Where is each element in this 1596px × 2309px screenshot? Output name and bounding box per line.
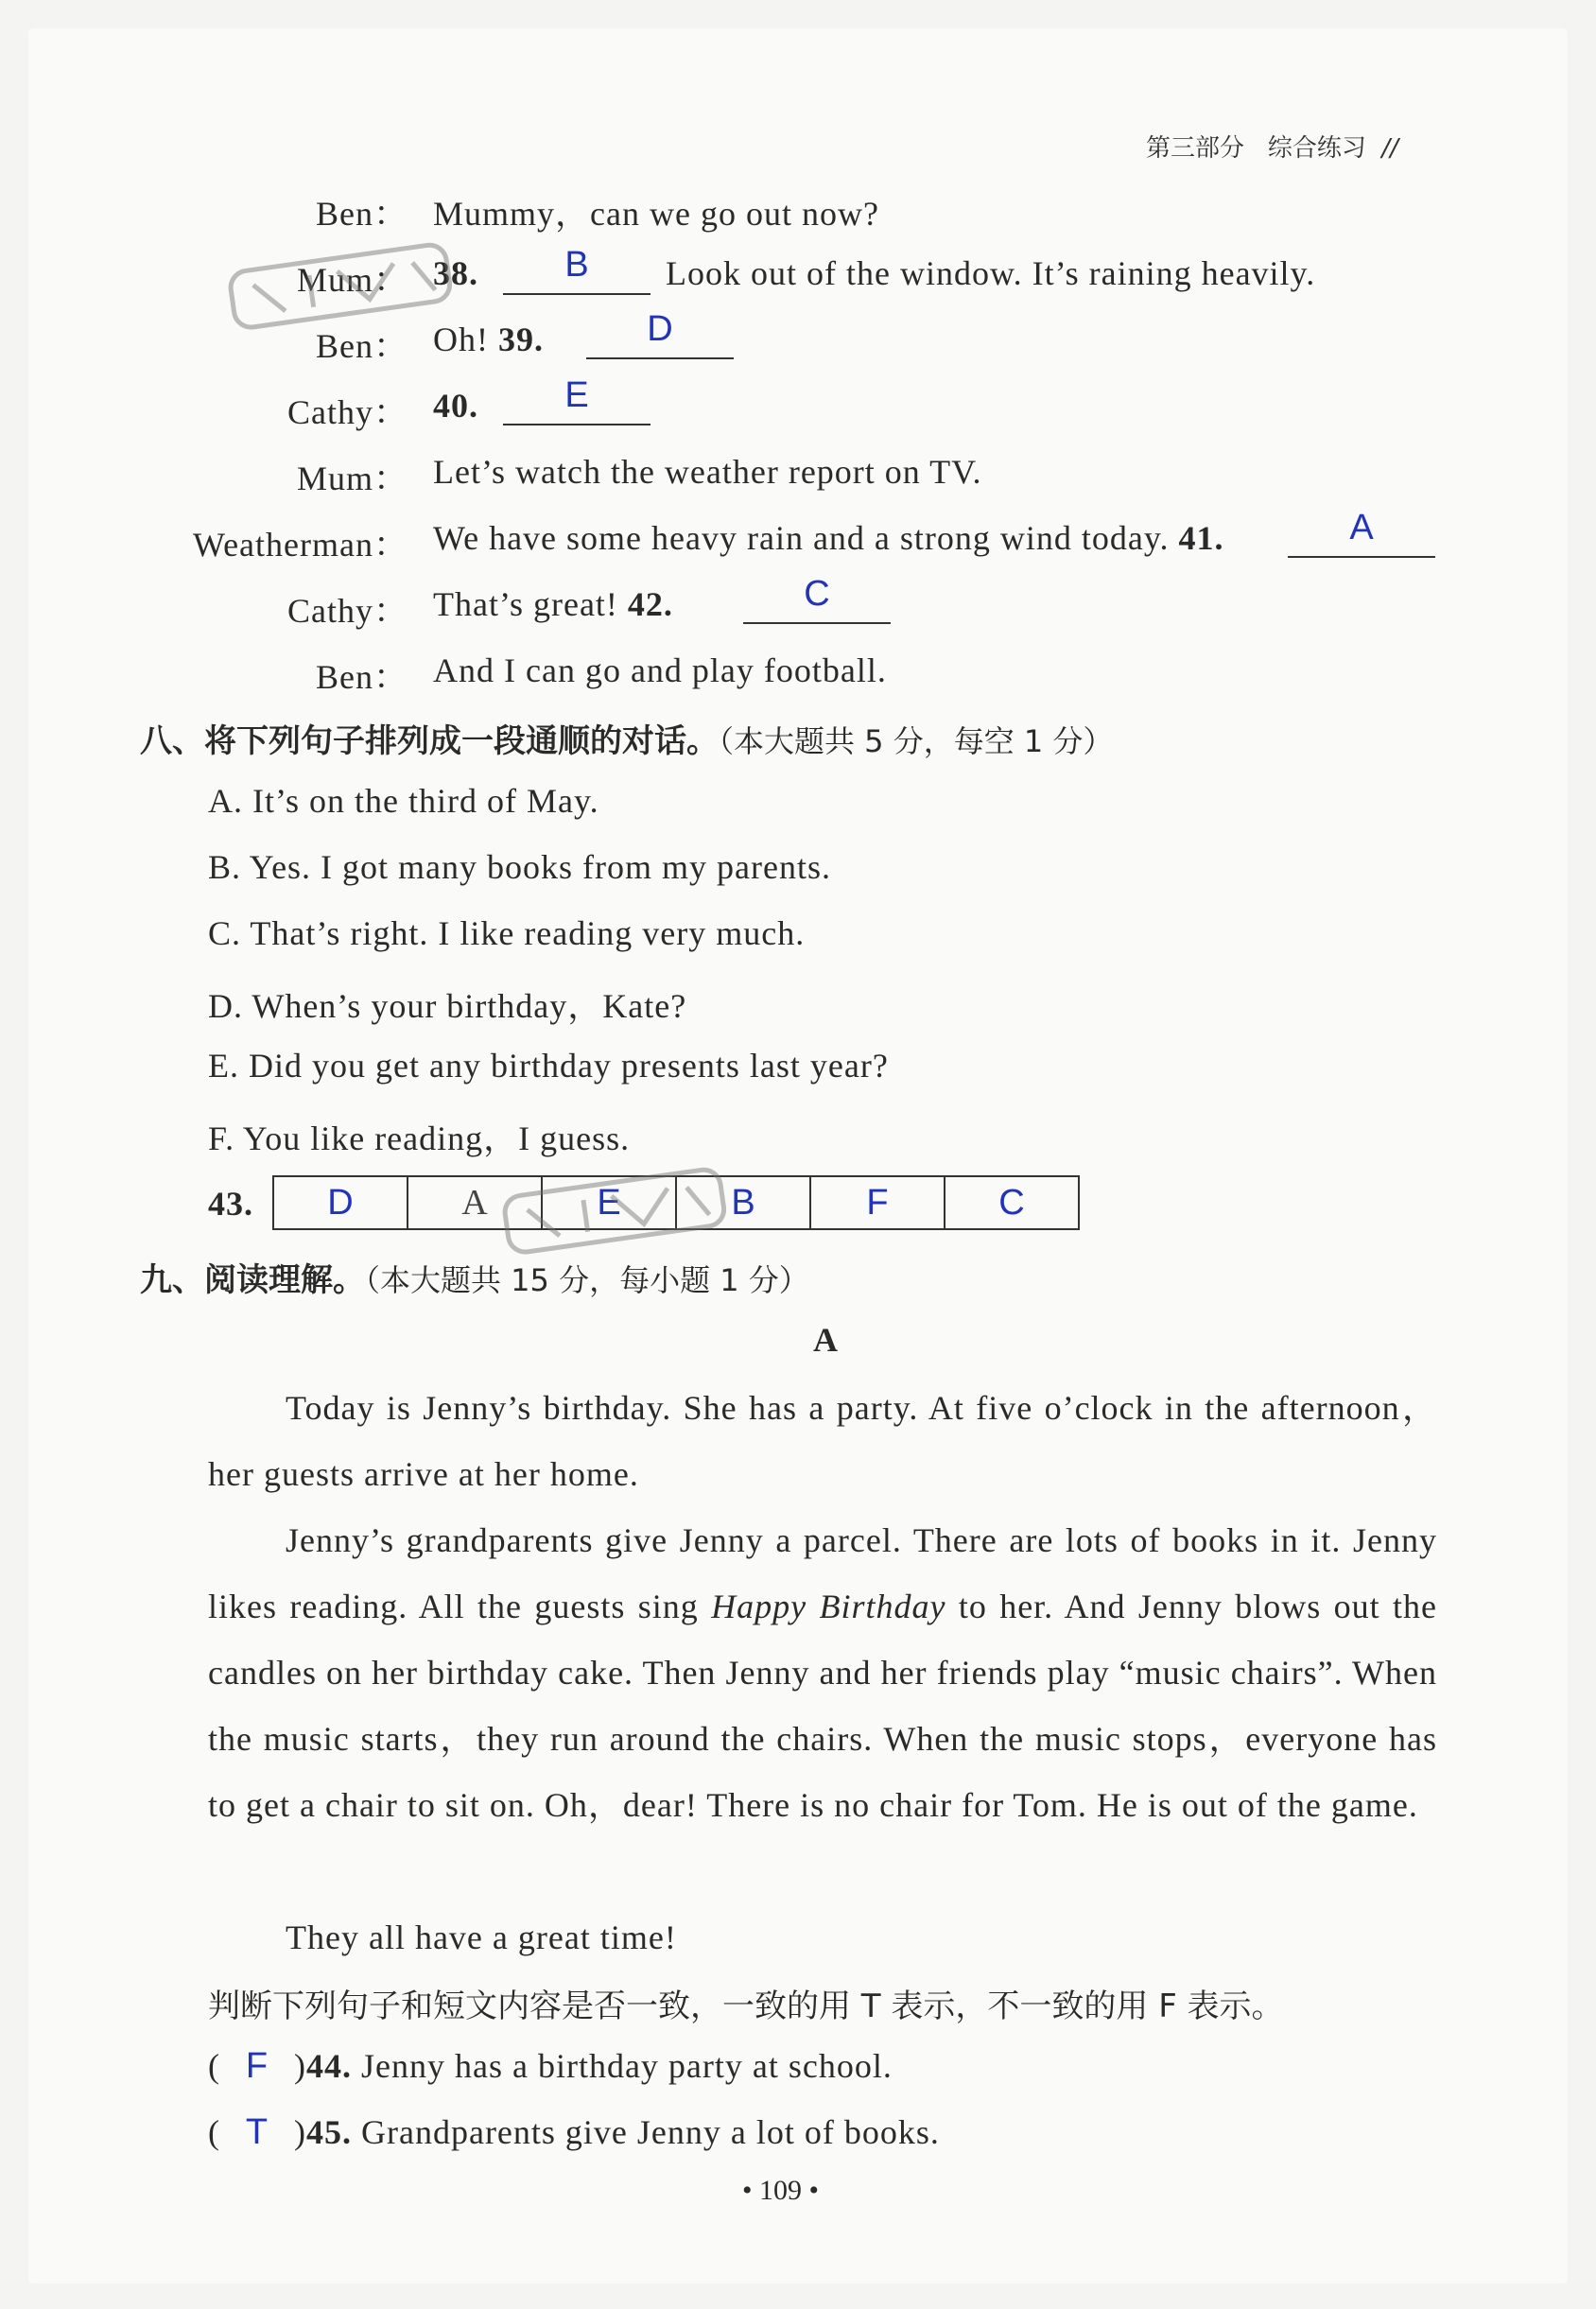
question-number-43: 43. [208,1185,253,1223]
option-b: B. Yes. I got many books from my parents. [208,848,831,886]
dialogue-line: And I can go and play football. [433,651,887,689]
option-d: D. When’s your birthday，Kate? [208,987,687,1025]
passage-label: A [813,1321,839,1359]
dialogue-line: We have some heavy rain and a strong wind today. 41. [433,519,1224,557]
option-c: C. That’s right. I like reading very much. [208,914,806,952]
dialogue-speaker: Cathy： [287,592,408,630]
dialogue-line: That’s great! 42. [433,585,673,623]
judgement-instruction: 判断下列句子和短文内容是否一致，一致的用 T 表示，不一致的用 F 表示。 [208,1988,1284,2025]
dialogue-speaker: Weatherman： [192,526,408,564]
dialogue-speaker: Cathy： [287,393,408,431]
answer-blank-42: C [743,573,891,624]
question-number: 38. [433,254,478,292]
section-9-title: 九、阅读理解。（本大题共 15 分，每小题 1 分） [140,1261,809,1299]
order-cell: A [408,1176,542,1229]
order-cell: D [273,1176,408,1229]
dialogue-line: Look out of the window. It’s raining heavily. [666,254,1316,292]
section-8-title: 八、将下列句子排列成一段通顺的对话。（本大题共 5 分，每空 1 分） [140,722,1114,760]
answer-blank-40: E [503,374,651,425]
dialogue-speaker: Ben： [316,195,408,233]
page-number: • 109 • [742,2175,820,2206]
question-44: ( F )44. Jenny has a birthday party at school. [208,2046,893,2086]
answer-blank-39: D [586,308,734,359]
answer-45: T [245,2112,269,2152]
dialogue-speaker: Ben： [316,327,408,365]
dialogue-line: Mummy，can we go out now? [433,195,879,233]
order-cell: B [676,1176,810,1229]
dialogue-speaker: Ben： [316,658,408,696]
song-title: Happy Birthday [711,1588,946,1625]
dialogue-line: Oh! 39. [433,321,544,358]
dialogue-speaker: Mum： [296,261,408,299]
passage-paragraph-1: Today is Jenny’s birthday. She has a party. At five o’clock in the afternoon，her guests arrive at her home. [208,1389,1437,1493]
answer-blank-41: A [1288,507,1435,558]
option-f: F. You like reading，I guess. [208,1120,631,1157]
header-section: 第三部分 综合练习 // [1146,134,1398,163]
option-e: E. Did you get any birthday presents last year? [208,1047,889,1085]
order-cell: C [945,1176,1079,1229]
dialogue-speaker: Mum： [296,460,408,497]
order-cell: E [542,1176,676,1229]
answer-blank-38: B [503,244,651,295]
passage-paragraph-3: They all have a great time! [286,1918,677,1956]
dialogue-line: Let’s watch the weather report on TV. [433,453,982,491]
option-a: A. It’s on the third of May. [208,782,599,820]
passage-paragraph-2: Jenny’s grandparents give Jenny a parcel. There are lots of books in it. Jenny likes reading. All the guests sing Happy Birthday to her. And Jenny blows out the candles on her birthday cake. Then Jenny and her friends play “music chairs”. When the music starts，they run around the chairs. When the music stops，everyone has to get a chair to sit on. Oh，dear! There is no chair for Tom. He is out of the game. [208,1521,1437,1824]
question-45: ( T )45. Grandparents give Jenny a lot of books. [208,2112,940,2152]
answer-44: F [245,2046,269,2086]
question-number: 40. [433,387,478,425]
order-cell: F [810,1176,945,1229]
